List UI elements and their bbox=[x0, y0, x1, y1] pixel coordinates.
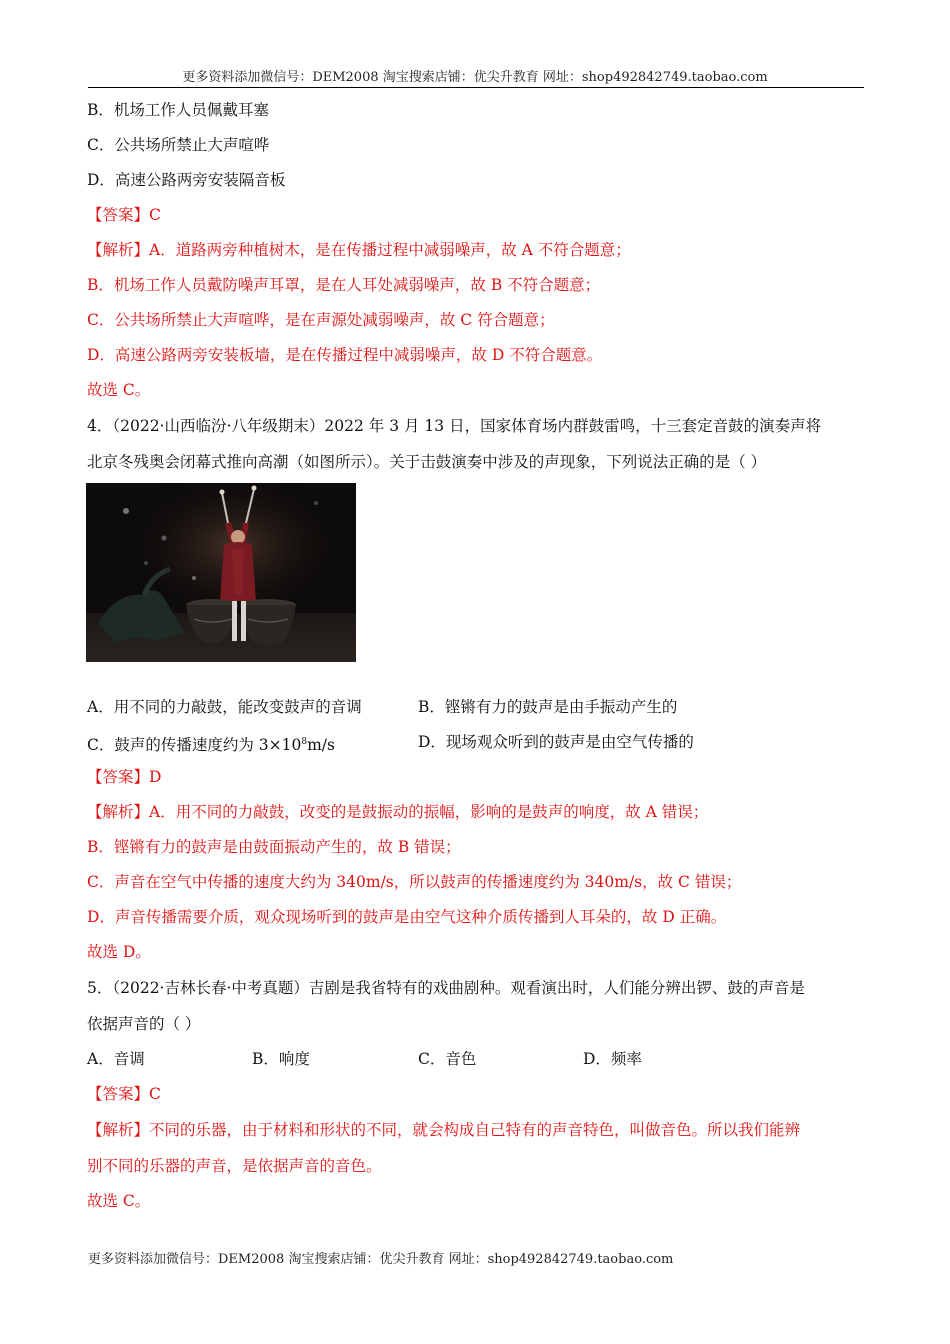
q3-analysis-c: C．公共场所禁止大声喧哗，是在声源处减弱噪声，故 C 符合题意； bbox=[87, 311, 555, 329]
q4-option-c-unit: m/s bbox=[307, 736, 335, 755]
q3-answer bbox=[87, 205, 161, 225]
q4-analysis-b: B．铿锵有力的鼓声是由鼓面振动产生的，故 B 错误； bbox=[87, 838, 461, 856]
answer-tag: 【答案】 bbox=[87, 206, 150, 224]
analysis-tag: 【解析】 bbox=[87, 1121, 150, 1139]
answer-tag: 【答案】 bbox=[87, 1085, 150, 1103]
answer-value: C bbox=[149, 1085, 161, 1103]
q3-conclusion: 故选 C。 bbox=[87, 381, 151, 399]
q5-option-b: B．响度 bbox=[252, 1050, 310, 1068]
q3-option-b: B．机场工作人员佩戴耳塞 bbox=[87, 101, 269, 119]
page-footer: 更多资料添加微信号：DEM2008 淘宝搜索店铺：优尖升教育 网址：shop492842749.taobao.com bbox=[88, 1252, 674, 1267]
q4-option-c bbox=[87, 732, 335, 755]
q5-stem-line2: 依据声音的（ ） bbox=[87, 1015, 201, 1033]
page-header: 更多资料添加微信号：DEM2008 淘宝搜索店铺：优尖升教育 网址：shop492842749.taobao.com bbox=[182, 70, 768, 85]
answer-value: D bbox=[149, 768, 162, 786]
q3-analysis-b: B．机场工作人员戴防噪声耳罩，是在人耳处减弱噪声，故 B 不符合题意； bbox=[87, 276, 601, 294]
q5-analysis-line2: 别不同的乐器的声音，是依据声音的音色。 bbox=[87, 1157, 382, 1175]
analysis-tag: 【解析】 bbox=[87, 241, 150, 259]
q5-option-a: A．音调 bbox=[87, 1050, 145, 1068]
analysis-text: A．道路两旁种植树木，是在传播过程中减弱噪声，故 A 不符合题意； bbox=[149, 241, 631, 259]
q4-option-c-exponent: 8 bbox=[301, 737, 308, 747]
q4-analysis-c: C．声音在空气中传播的速度大约为 340m/s，所以鼓声的传播速度约为 340m/s，故 C 错误； bbox=[87, 873, 742, 891]
q5-option-d: D．频率 bbox=[583, 1050, 642, 1068]
analysis-text: 不同的乐器，由于材料和形状的不同，就会构成自己特有的声音特色，叫做音色。所以我们能辨 bbox=[149, 1121, 801, 1139]
analysis-text: A．用不同的力敲鼓，改变的是鼓振动的振幅，影响的是鼓声的响度，故 A 错误； bbox=[149, 803, 709, 821]
q5-conclusion: 故选 C。 bbox=[87, 1192, 151, 1210]
q4-option-a: A．用不同的力敲鼓，能改变鼓声的音调 bbox=[87, 698, 362, 716]
q5-answer bbox=[87, 1084, 161, 1104]
q5-option-c: C．音色 bbox=[418, 1050, 477, 1068]
q4-stem-line1: 4．（2022·山西临汾·八年级期末）2022 年 3 月 13 日，国家体育场内群鼓雷鸣，十三套定音鼓的演奏声将 bbox=[87, 417, 822, 435]
q4-conclusion: 故选 D。 bbox=[87, 943, 151, 961]
q4-option-c-base: C．鼓声的传播速度约为 3×10 bbox=[87, 736, 302, 755]
answer-value: C bbox=[149, 206, 161, 224]
q4-analysis-d: D．声音传播需要介质，观众现场听到的鼓声是由空气这种介质传播到人耳朵的，故 D 正确。 bbox=[87, 908, 727, 926]
q3-option-d: D．高速公路两旁安装隔音板 bbox=[87, 171, 286, 189]
q3-option-c: C．公共场所禁止大声喧哗 bbox=[87, 136, 270, 154]
q4-answer bbox=[87, 767, 161, 787]
answer-tag: 【答案】 bbox=[87, 768, 150, 786]
q3-analysis-a bbox=[87, 240, 631, 260]
q4-stem-line2: 北京冬残奥会闭幕式推向高潮（如图所示）。关于击鼓演奏中涉及的声现象，下列说法正确的是（ ） bbox=[87, 453, 767, 471]
header-divider bbox=[88, 87, 864, 88]
q3-analysis-d: D．高速公路两旁安装板墙，是在传播过程中减弱噪声，故 D 不符合题意。 bbox=[87, 346, 603, 364]
q4-option-d: D．现场观众听到的鼓声是由空气传播的 bbox=[418, 733, 694, 751]
drum-performance-illustration bbox=[86, 483, 356, 662]
q5-stem-line1: 5．（2022·吉林长春·中考真题）吉剧是我省特有的戏曲剧种。观看演出时，人们能分辨出锣、鼓的声音是 bbox=[87, 979, 805, 997]
q4-option-b: B．铿锵有力的鼓声是由手振动产生的 bbox=[418, 698, 678, 716]
drum-performance-photo bbox=[86, 483, 356, 662]
analysis-tag: 【解析】 bbox=[87, 803, 150, 821]
q5-analysis-line1 bbox=[87, 1120, 800, 1140]
q4-analysis-a bbox=[87, 802, 708, 822]
